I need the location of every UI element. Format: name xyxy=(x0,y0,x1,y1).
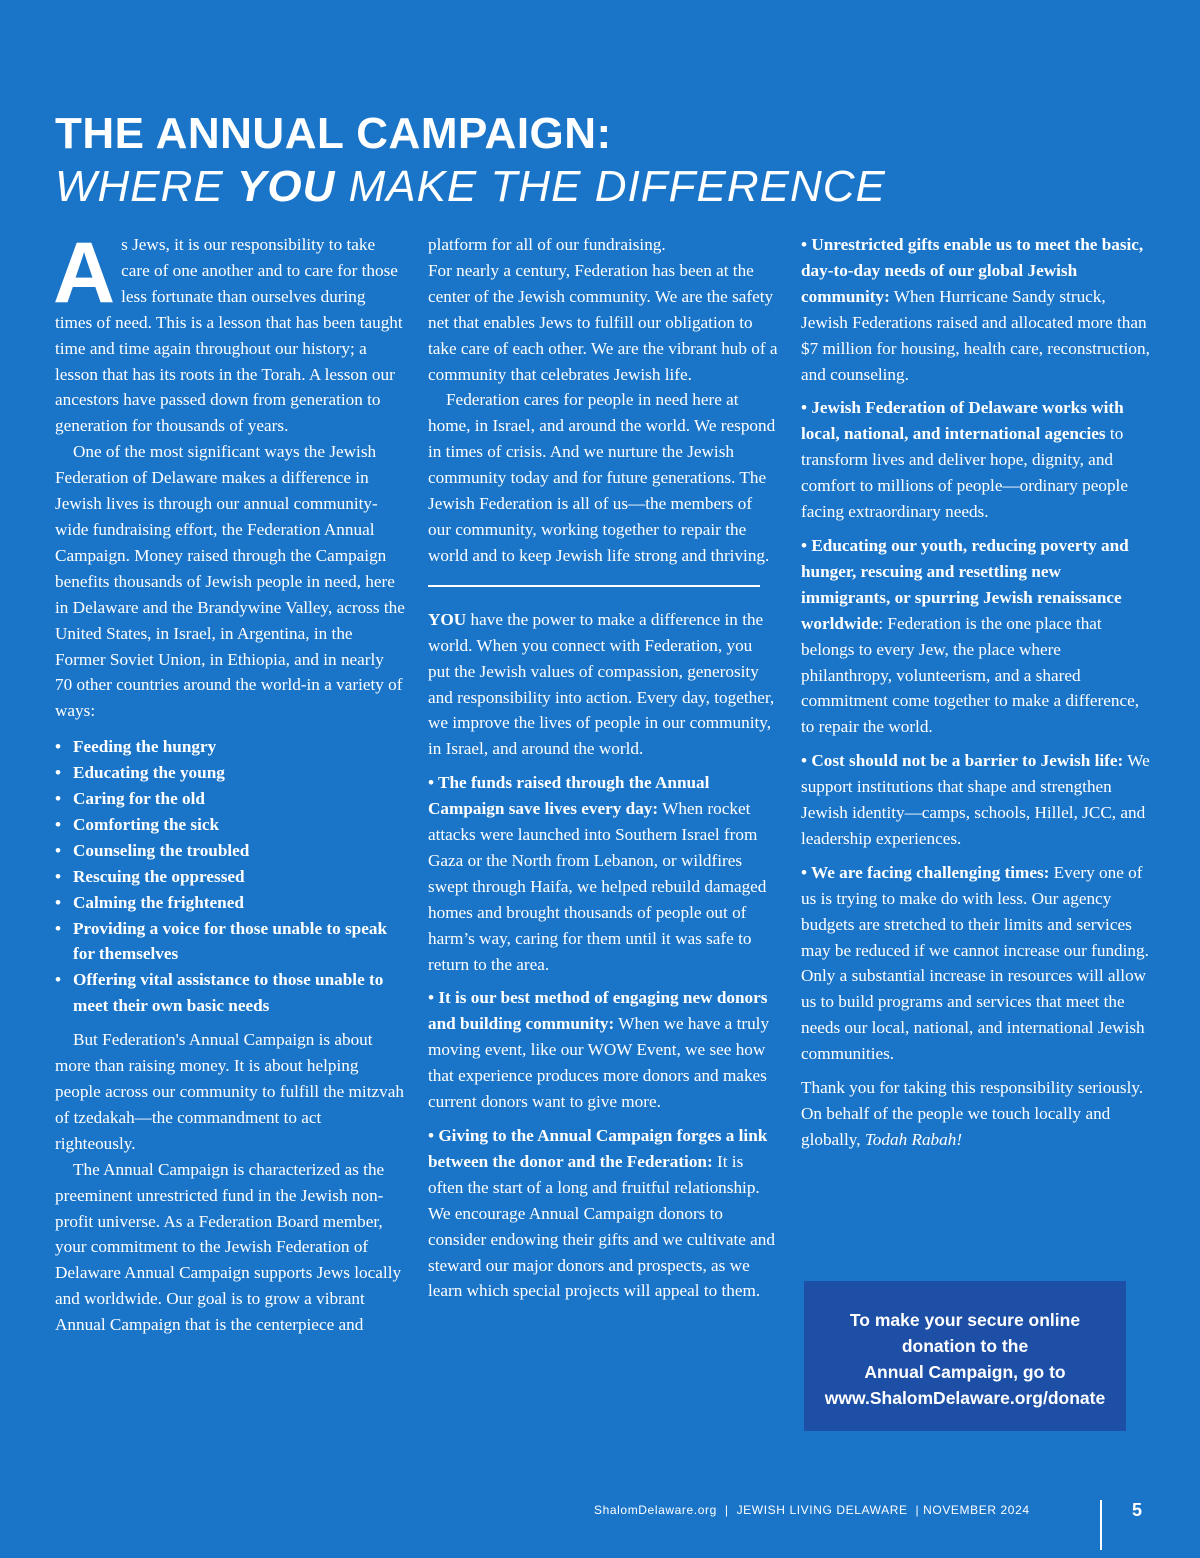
bullet-lead: • Cost should not be a barrier to Jewish life: xyxy=(801,751,1124,771)
list-item: • Caring for the old xyxy=(55,786,405,812)
title-line-2 xyxy=(55,162,886,211)
you-paragraph xyxy=(428,607,778,762)
footer-divider: | xyxy=(724,1503,729,1517)
paragraph: Federation cares for people in need here at home, in Israel, and around the world. We respond in times of crisis. And we nurture the Jewish community today and for future generations. The Jewish Federation is all of us—the members of our community, working together to repair the world and to keep Jewish life strong and thriving. xyxy=(428,390,776,565)
bullet-paragraph xyxy=(428,1123,778,1304)
article-title xyxy=(55,109,886,211)
bullet-text: to transform lives and deliver hope, dignity, and comfort to millions of people—ordinary people facing extraordinary needs. xyxy=(801,424,1128,522)
thanks-paragraph xyxy=(801,1075,1151,1153)
bullet-lead: • Educating our youth, reducing poverty and hunger, rescuing and resettling new immigrants, or spurring Jewish renaissance worldwide xyxy=(801,535,1129,633)
page-number: 5 xyxy=(1132,1500,1143,1520)
drop-cap: A xyxy=(53,225,116,321)
callout-line: To make your secure online xyxy=(849,1310,1081,1330)
bullet-text: Every one of us is trying to make do with less. Our agency budgets are stretched to their limits and services may be reduced if we cannot increase our funding. Only a substantial increase in resources will allow us to build programs and services that meet the needs our local, national, and international Jewish communities. xyxy=(801,862,1149,1064)
bullet-lead: • The funds raised through the Annual Campaign save lives every day: xyxy=(428,773,710,819)
bullet-lead: • It is our best method of engaging new donors and building community: xyxy=(428,988,768,1034)
title-line-1: THE ANNUAL CAMPAIGN: xyxy=(55,109,612,158)
callout-line: Annual Campaign, go to xyxy=(864,1362,1066,1382)
list-item: • Counseling the troubled xyxy=(55,838,405,864)
intro-paragraph xyxy=(53,225,405,439)
bullet-text: We support institutions that shape and strengthen Jewish identity—camps, schools, Hillel, JCC, and leadership experiences. xyxy=(801,751,1150,848)
column-2 xyxy=(428,232,778,1304)
bullet-paragraph xyxy=(428,770,778,977)
paragraph: But Federation's Annual Campaign is about more than raising money. It is about helping people across our community to fulfill the mitzvah of tzedakah—the commandment to act righteously. xyxy=(55,1030,404,1153)
paragraph: One of the most significant ways the Jewish Federation of Delaware makes a difference in Jewish lives is through our annual community-wide fundraising effort, the Federation Annual Campaign. Money raised through the Campaign benefits thousands of Jewish people in need, here in Delaware and the Brandywine Valley, across the United States, in Israel, in Argentina, in the Former Soviet Union, in Ethiopia, and in nearly 70 other countries around the world-in a variety of ways: xyxy=(55,442,405,721)
title-line-2-post: MAKE THE DIFFERENCE xyxy=(335,162,886,211)
thanks-italic: Todah Rabah! xyxy=(864,1129,963,1149)
bullet-paragraph xyxy=(428,985,778,1115)
list-item: • Comforting the sick xyxy=(55,812,405,838)
bullet-paragraph xyxy=(801,533,1151,740)
donation-callout xyxy=(804,1281,1126,1431)
footer-vertical-rule xyxy=(1100,1500,1102,1550)
column-3 xyxy=(801,232,1151,1153)
bullet-text: When rocket attacks were launched into Southern Israel from Gaza or the North from Lebanon, or wildfires swept through Haifa, we helped rebuild damaged homes and brought thousands of people out of harm’s way, caring for them until it was safe to return to the area. xyxy=(428,799,767,974)
list-item: • Educating the young xyxy=(55,760,405,786)
bullet-paragraph xyxy=(801,860,1151,1067)
title-line-2-pre: WHERE xyxy=(55,162,237,211)
intro-text: s Jews, it is our responsibility to take care of one another and to care for those less fortunate than ourselves during times of need. This is a lesson that has been taught time and time again throughout our history; a lesson that has its roots in the Torah. A lesson our ancestors have passed down from generation to generation for thousands of years. xyxy=(55,235,403,436)
callout-line: donation to the xyxy=(901,1336,1029,1356)
list-item: • Calming the frightened xyxy=(55,890,405,916)
section-divider xyxy=(428,585,760,587)
you-text: have the power to make a difference in the world. When you connect with Federation, you put the Jewish values of compassion, generosity and responsibility into action. Every day, together, we improve the lives of people in our community, in Israel, and around the world. xyxy=(428,609,775,759)
list-item: • Offering vital assistance to those unable to meet their own basic needs xyxy=(55,967,405,1019)
bullet-paragraph xyxy=(801,395,1151,525)
bullet-paragraph xyxy=(801,232,1151,387)
column-1 xyxy=(53,225,405,1338)
paragraph: platform for all of our fundraising. xyxy=(428,235,666,254)
list-item: • Feeding the hungry xyxy=(55,734,405,760)
footer-date: | NOVEMBER 2024 xyxy=(915,1503,1030,1517)
donate-url: www.ShalomDelaware.org/donate xyxy=(824,1388,1106,1408)
paragraph: For nearly a century, Federation has been at the center of the Jewish community. We are the safety net that enables Jews to fulfill our obligation to take care of each other. We are the vibrant hub of a community that celebrates Jewish life. xyxy=(428,260,778,384)
bullet-text: When we have a truly moving event, like our WOW Event, we see how that experience produces more donors and makes current donors want to give more. xyxy=(428,1014,770,1112)
bullet-lead: • Unrestricted gifts enable us to meet the basic, day-to-day needs of our global Jewish community: xyxy=(801,235,1144,306)
bullet-lead: • We are facing challenging times: xyxy=(801,862,1050,882)
ways-list xyxy=(55,734,405,1019)
page-footer xyxy=(594,1503,1030,1517)
bullet-text: When Hurricane Sandy struck, Jewish Federations raised and allocated more than $7 million for housing, health care, reconstruction, and counseling. xyxy=(801,286,1150,384)
bullet-lead: • Jewish Federation of Delaware works with local, national, and international agencies xyxy=(801,398,1124,444)
bullet-lead: • Giving to the Annual Campaign forges a link between the donor and the Federation: xyxy=(428,1126,768,1171)
bullet-text: : Federation is the one place that belongs to every Jew, the place where philanthropy, volunteerism, and a shared commitment come together to make a difference, to repair the world. xyxy=(801,613,1140,737)
bullet-text: It is often the start of a long and fruitful relationship. We encourage Annual Campaign donors to consider endowing their gifts and we cultivate and steward our major donors and prospects, as we learn which special projects will appeal to them. xyxy=(428,1151,775,1301)
bullet-paragraph xyxy=(801,748,1151,852)
thanks-text: Thank you for taking this responsibility seriously. On behalf of the people we touch locally and globally, xyxy=(801,1078,1144,1149)
paragraph: The Annual Campaign is characterized as the preeminent unrestricted fund in the Jewish non-profit universe. As a Federation Board member, your commitment to the Jewish Federation of Delaware Annual Campaign supports Jews locally and worldwide. Our goal is to grow a vibrant Annual Campaign that is the centerpiece and xyxy=(55,1159,402,1335)
you-emphasis: YOU xyxy=(428,609,467,629)
list-item: • Rescuing the oppressed xyxy=(55,864,405,890)
list-item: • Providing a voice for those unable to speak for themselves xyxy=(55,916,405,968)
footer-site: ShalomDelaware.org xyxy=(594,1503,717,1517)
footer-publication: JEWISH LIVING DELAWARE xyxy=(736,1503,908,1517)
title-emphasis: YOU xyxy=(237,162,336,211)
